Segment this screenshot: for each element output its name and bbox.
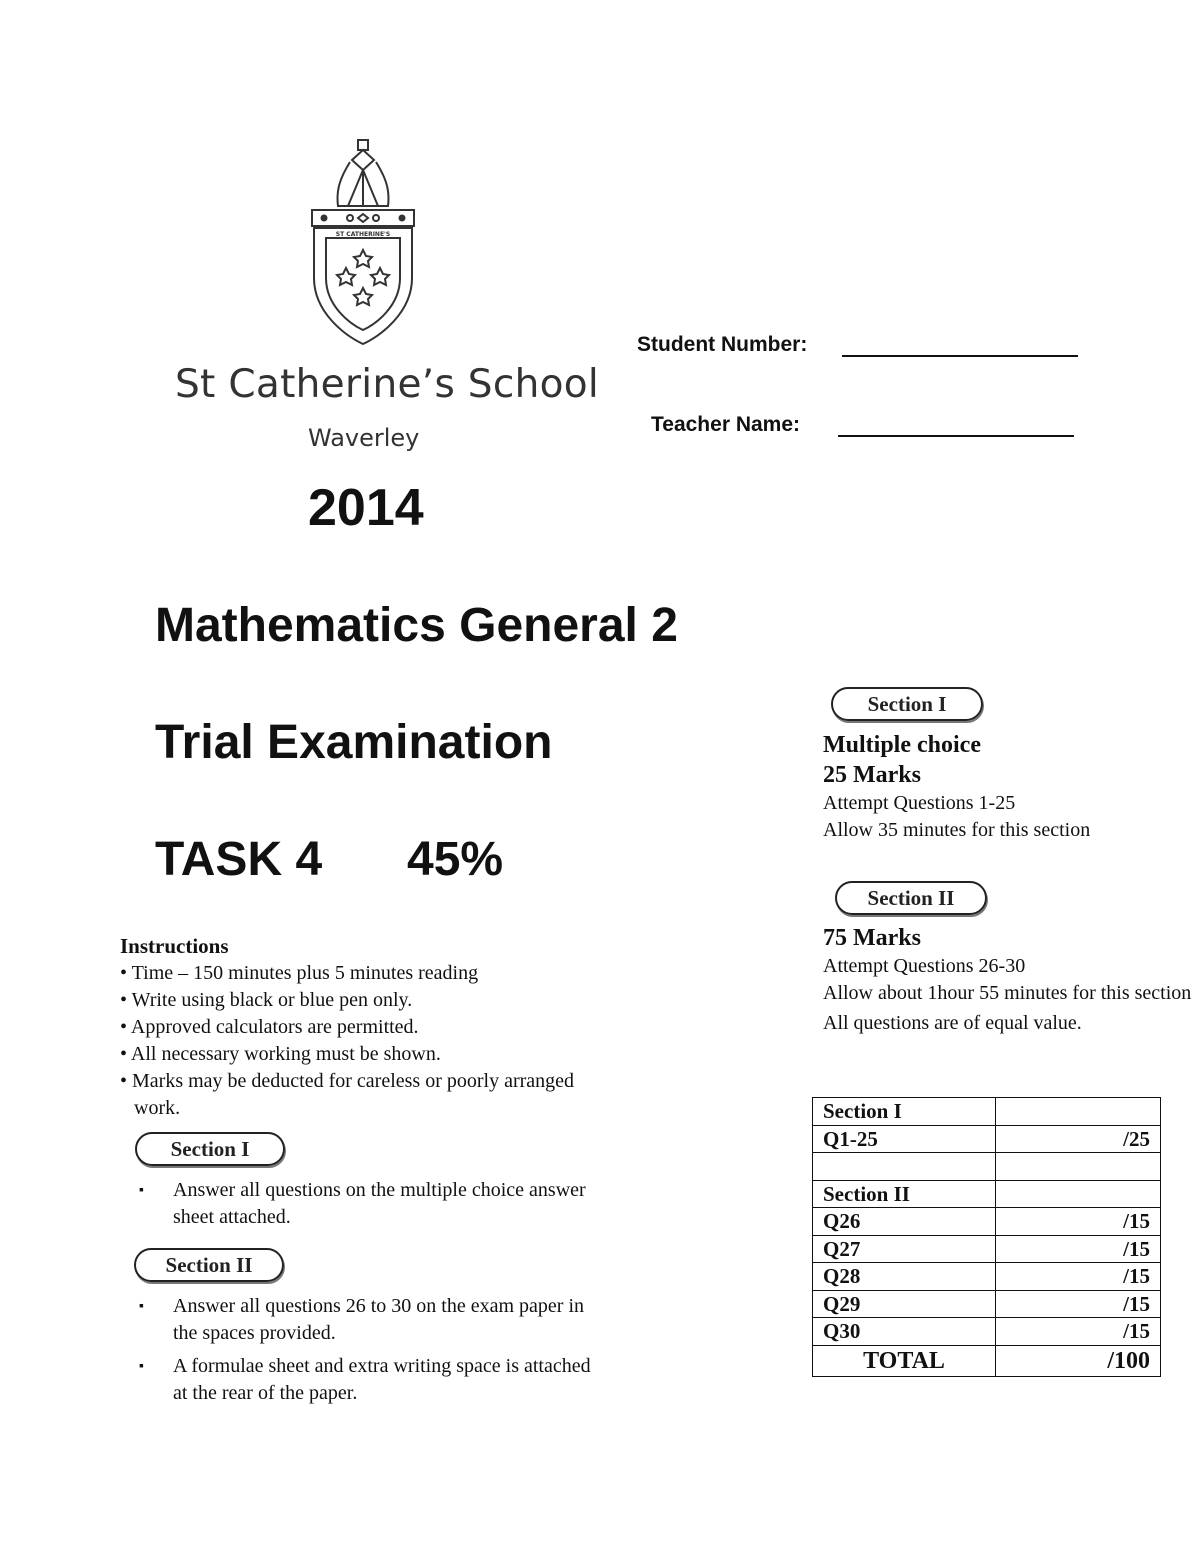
table-cell [996,1098,1161,1126]
table-cell: Section II [813,1180,996,1208]
table-cell: Q26 [813,1208,996,1236]
svg-text:ST CATHERINE'S: ST CATHERINE'S [335,231,391,238]
table-row [813,1263,1161,1291]
table-cell [996,1180,1161,1208]
section-1-time: Allow 35 minutes for this section [823,819,1091,841]
student-number-field[interactable] [842,355,1078,357]
table-cell [813,1153,996,1181]
section-2-marks: 75 Marks [823,925,921,951]
exam-subject: Mathematics General 2 [155,599,678,652]
table-row [813,1153,1161,1181]
section-2-instructions-list [135,1293,605,1413]
list-item-text: Answer all questions on the multiple choice answer sheet attached. [173,1179,586,1228]
table-row [813,1208,1161,1236]
square-bullet-icon: ▪ [139,1299,144,1314]
exam-weight: 45% [407,833,504,886]
table-row [813,1180,1161,1208]
table-cell: /15 [996,1208,1161,1236]
table-row [813,1125,1161,1153]
instruction-item: • Write using black or blue pen only. [120,989,413,1011]
table-total-row [813,1345,1161,1376]
table-row [813,1290,1161,1318]
marks-table [812,1097,1161,1377]
section-1-marks: 25 Marks [823,762,921,788]
table-cell [996,1153,1161,1181]
instruction-item: • All necessary working must be shown. [120,1043,441,1065]
school-crest-logo [300,138,426,350]
table-cell: Q30 [813,1318,996,1346]
table-cell: Q1-25 [813,1125,996,1153]
school-name: St Catherine’s School [175,362,600,407]
section-2-info [823,923,1193,1037]
teacher-name-label: Teacher Name: [651,413,801,436]
table-cell: /15 [996,1263,1161,1291]
total-value: /100 [996,1345,1161,1376]
instruction-item: • Marks may be deducted for careless or poorly arranged work. [120,1070,575,1119]
section-2-attempt: Attempt Questions 26-30 [823,955,1026,977]
table-cell: Q27 [813,1235,996,1263]
section-2-badge: Section II [835,881,987,915]
table-cell: Q28 [813,1263,996,1291]
section-1-badge: Section I [831,687,983,721]
instruction-item: • Approved calculators are permitted. [120,1016,419,1038]
list-item [135,1293,605,1347]
table-cell: /15 [996,1235,1161,1263]
table-cell: Q29 [813,1290,996,1318]
exam-task: TASK 4 [155,833,323,886]
section-1-attempt: Attempt Questions 1-25 [823,792,1016,814]
total-label: TOTAL [813,1345,996,1376]
section-2-time: Allow about 1hour 55 minutes for this section [823,982,1192,1004]
table-cell: /15 [996,1290,1161,1318]
exam-year: 2014 [308,479,424,537]
section-1-info [823,730,1193,844]
student-number-label: Student Number: [637,333,808,356]
square-bullet-icon: ▪ [139,1359,144,1374]
section-1-title: Multiple choice [823,732,981,758]
section-1-instructions-badge: Section I [135,1132,285,1166]
list-item-text: A formulae sheet and extra writing space is attached at the rear of the paper. [173,1355,591,1404]
section-2-note: All questions are of equal value. [823,1012,1082,1034]
list-item [135,1353,605,1407]
table-row [813,1235,1161,1263]
table-cell: Section I [813,1098,996,1126]
square-bullet-icon: ▪ [139,1183,144,1198]
list-item-text: Answer all questions 26 to 30 on the exam paper in the spaces provided. [173,1295,585,1344]
section-1-instructions-list [135,1177,605,1237]
instruction-item: • Time – 150 minutes plus 5 minutes reading [120,962,479,984]
list-item [135,1177,605,1231]
instructions-list [120,960,590,1122]
teacher-name-field[interactable] [838,435,1074,437]
table-cell: /15 [996,1318,1161,1346]
section-2-instructions-badge: Section II [134,1248,284,1282]
table-cell: /25 [996,1125,1161,1153]
instructions-heading: Instructions [120,934,229,958]
exam-type: Trial Examination [155,716,553,769]
table-row [813,1318,1161,1346]
school-suburb: Waverley [308,424,420,452]
table-row [813,1098,1161,1126]
